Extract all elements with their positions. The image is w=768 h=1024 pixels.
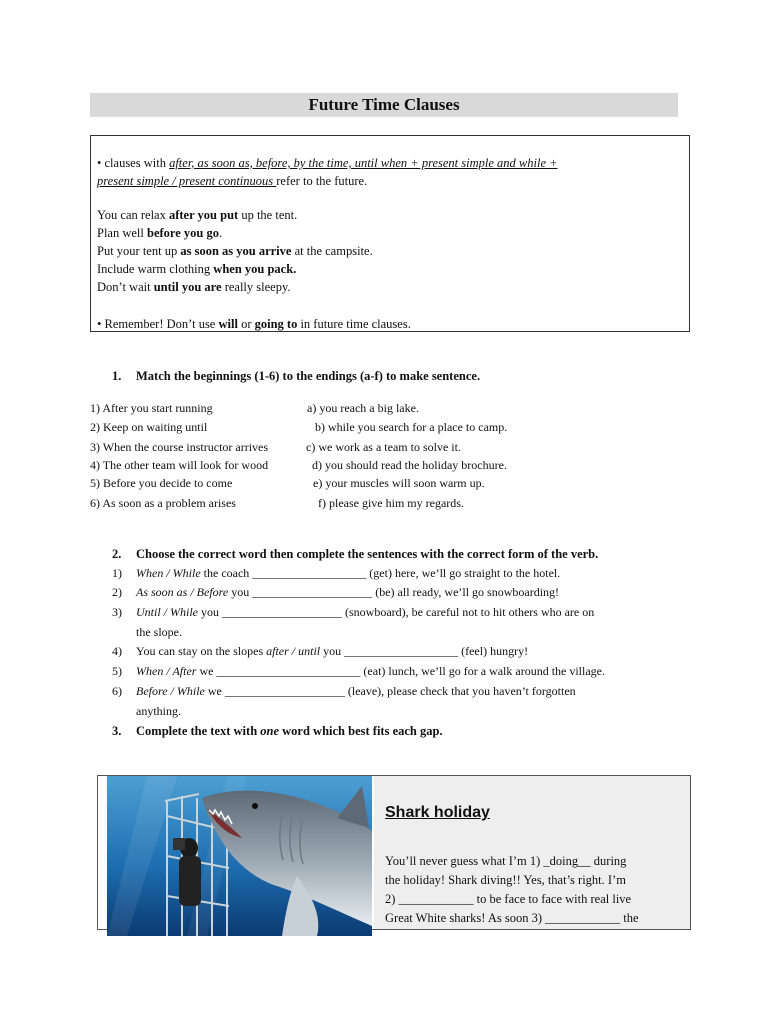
word-choice: Until / While (136, 605, 198, 619)
item-number: 5) (112, 664, 122, 678)
example-1 (97, 208, 297, 223)
example-text: . (219, 226, 223, 240)
match-beginning: 6) As soon as a problem arises (90, 496, 236, 510)
shark-text-line: Great White sharks! As soon 3) ____________ the (385, 911, 639, 925)
item-number: 1) (112, 566, 122, 580)
match-ending: a) you reach a big lake. (307, 401, 419, 415)
exercise-heading-text: Complete the text with (136, 724, 261, 738)
word-choice: When / While (136, 566, 201, 580)
match-ending: f) please give him my regards. (318, 496, 464, 510)
match-beginning: 1) After you start running (90, 401, 213, 415)
match-beginning: 2) Keep on waiting until (90, 420, 208, 434)
item-number: 2) (112, 585, 122, 599)
shark-text-line: the holiday! Shark diving!! Yes, that’s right. I’m (385, 873, 626, 887)
item-number: 6) (112, 684, 122, 698)
match-ending: b) while you search for a place to camp. (315, 420, 508, 434)
example-text: Put your tent up (97, 244, 181, 258)
example-text: up the tent. (238, 208, 298, 222)
example-bold: when you pack. (213, 262, 297, 276)
remember-text: in future time clauses. (297, 317, 411, 331)
remember-line (97, 317, 411, 332)
shark-text-line: 2) ____________ to be face to face with real live (385, 892, 632, 906)
shark-photo-graphic (107, 776, 372, 936)
example-3 (97, 244, 373, 259)
example-text: Plan well (97, 226, 147, 240)
example-bold: after you put (168, 208, 239, 222)
rule-tenses: present simple / present continuous (97, 174, 277, 188)
match-beginning: 4) The other team will look for wood (90, 458, 269, 472)
rule-clauses: after, as soon as, before, by the time, until when + present simple and while + (169, 156, 558, 170)
shark-text-panel (374, 776, 690, 929)
rule-bullet: • clauses with (97, 156, 170, 170)
match-beginning: 3) When the course instructor arrives (90, 440, 269, 454)
exercise-heading-text: word which best fits each gap. (279, 724, 443, 738)
exercise-2-heading (112, 547, 598, 562)
rule-refer: refer to the future. (276, 174, 368, 188)
rules-box (90, 135, 690, 332)
example-text: You can relax (97, 208, 169, 222)
sentence-text: you ____________________ (be) all ready, we’ll go snowboarding! (228, 585, 560, 599)
rule-line-1 (97, 156, 558, 171)
word-choice: When / After (136, 664, 197, 678)
sentence-text: you ____________________ (snowboard), be careful not to hit others who are on (198, 605, 595, 619)
shark-photo (107, 776, 372, 936)
match-ending: e) your muscles will soon warm up. (313, 476, 485, 490)
example-text: Don’t wait (97, 280, 154, 294)
exercise-heading-text: Match the beginnings (1-6) to the endings (a-f) to make sentence. (136, 369, 481, 383)
example-text: at the campsite. (291, 244, 373, 258)
example-bold: as soon as you arrive (180, 244, 292, 258)
shark-title: Shark holiday (385, 804, 490, 821)
rule-line-2 (97, 174, 367, 189)
example-bold: before you go (147, 226, 219, 240)
word-choice: Before / While (136, 684, 205, 698)
match-ending: c) we work as a team to solve it. (306, 440, 461, 454)
sentence-text: you ___________________ (feel) hungry! (320, 644, 529, 658)
shark-text-line: You’ll never guess what I’m 1) _doing__ during (385, 854, 627, 868)
page-title: Future Time Clauses (90, 93, 678, 117)
sentence-text: anything. (136, 704, 181, 718)
exercise-number: 1. (112, 369, 122, 383)
sentence-text: we ____________________ (leave), please check that you haven’t forgotten (204, 684, 576, 698)
exercise-3-heading (112, 724, 443, 739)
item-number: 3) (112, 605, 122, 619)
sentence-text: the slope. (136, 625, 182, 639)
exercise-heading-emphasis: one (260, 724, 280, 738)
remember-will: will (218, 317, 238, 331)
remember-text: or (237, 317, 255, 331)
match-ending: d) you should read the holiday brochure. (312, 458, 507, 472)
sentence-text: You can stay on the slopes (136, 644, 267, 658)
example-text: Include warm clothing (97, 262, 214, 276)
exercise-number: 2. (112, 547, 122, 561)
remember-going-to: going to (254, 317, 298, 331)
example-4 (97, 262, 296, 277)
match-beginning: 5) Before you decide to come (90, 476, 233, 490)
example-bold: until you are (153, 280, 222, 294)
example-text: really sleepy. (221, 280, 291, 294)
sentence-text: the coach ___________________ (get) here, we’ll go straight to the hotel. (200, 566, 561, 580)
word-choice: As soon as / Before (136, 585, 229, 599)
exercise-number: 3. (112, 724, 122, 738)
word-choice: after / until (266, 644, 321, 658)
example-5 (97, 280, 291, 295)
exercise-heading-text: Choose the correct word then complete the sentences with the correct form of the verb. (136, 547, 599, 561)
example-2 (97, 226, 222, 241)
remember-text: • Remember! Don’t use (97, 317, 219, 331)
exercise-1-heading (112, 369, 480, 384)
sentence-text: we ________________________ (eat) lunch, we’ll go for a walk around the village. (196, 664, 606, 678)
item-number: 4) (112, 644, 122, 658)
